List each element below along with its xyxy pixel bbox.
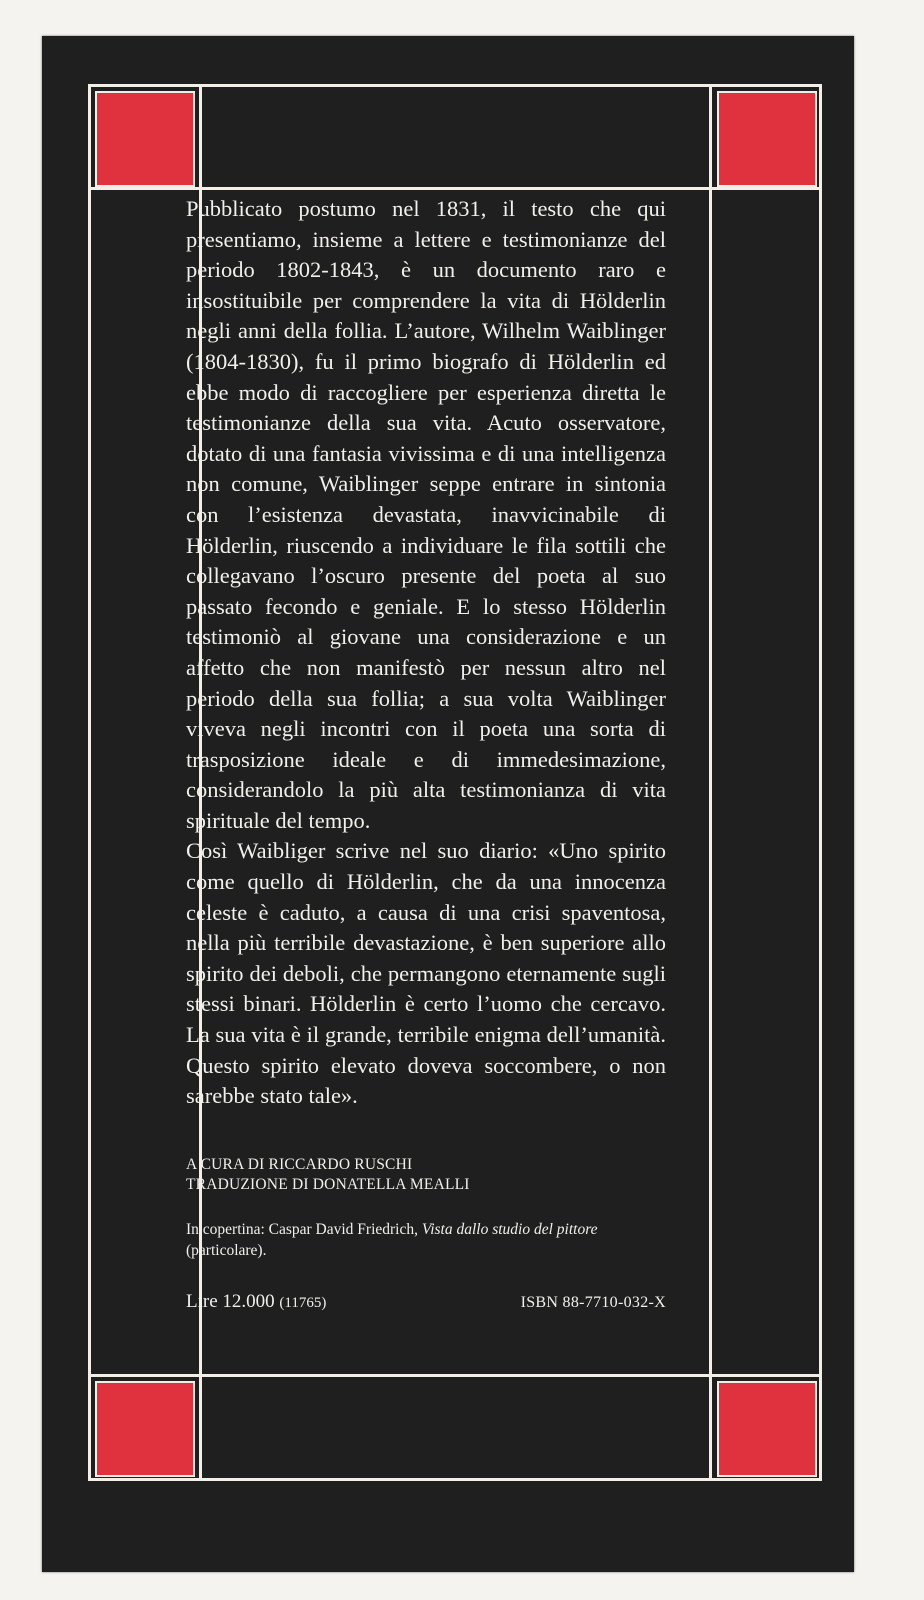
price-value: Lire 12.000	[186, 1290, 275, 1312]
corner-square-top-right	[717, 91, 817, 187]
cover-note-prefix: In copertina: Caspar David Friedrich,	[186, 1220, 422, 1238]
frame-rule-right-outer	[819, 84, 822, 1481]
corner-square-bottom-left	[95, 1381, 195, 1477]
price-code: (11765)	[279, 1294, 327, 1311]
cover-note-title: Vista dallo studio del pittore	[421, 1220, 598, 1238]
cover-note-suffix: (particolare).	[186, 1241, 267, 1259]
credits	[186, 1155, 666, 1195]
price-row	[186, 1291, 666, 1313]
cover-illustration-note	[186, 1219, 666, 1261]
corner-square-top-left	[95, 91, 195, 187]
editor-credit: A CURA DI RICCARDO RUSCHI	[186, 1155, 413, 1173]
translator-credit: TRADUZIONE DI DONATELLA MEALLI	[186, 1175, 470, 1193]
isbn: ISBN 88-7710-032-X	[520, 1293, 666, 1311]
frame-rule-left-outer	[88, 84, 91, 1481]
frame-rule-right-inner	[709, 84, 712, 1481]
price	[186, 1291, 326, 1313]
blurb-paragraph-2: Così Waibliger scrive nel suo diario: «Uno spirito come quello di Hölderlin, che da una innocenza celeste è caduto, a causa di una crisi spaventosa, nella più terribile devastazione, è ben superiore allo spirito dei deboli, che permangono eternamente sugli stessi binari. Hölderlin è certo l’uomo che cercavo. La sua vita è il grande, terribile enigma dell’umanità. Questo spirito elevato doveva soccombere, o non sarebbe stato tale».	[186, 838, 666, 1109]
blurb-block	[186, 194, 666, 1313]
corner-square-bottom-right	[717, 1381, 817, 1477]
blurb-paragraph-1: Pubblicato postumo nel 1831, il testo che qui presentiamo, insieme a lettere e testimonianze del periodo 1802-1843, è un documento raro e insostituibile per comprendere la vita di Hölderlin negli anni della follia. L’autore, Wilhelm Waiblinger (1804-1830), fu il primo biografo di Hölderlin ed ebbe modo di raccogliere per esperienza diretta le testimonianze della sua vita. Acuto osservatore, dotato di una fantasia vivissima e di una intelligenza non comune, Waiblinger seppe entrare in sintonia con l’esistenza devastata, inavvicinabile di Hölderlin, riuscendo a individuare le fila sottili che collegavano l’oscuro presente del poeta al suo passato fecondo e geniale. E lo stesso Hölderlin testimoniò al giovane una considerazione e un affetto che non manifestò per nessun altro nel periodo della sua follia; a sua volta Waiblinger viveva negli incontri con il poeta una sorta di trasposizione ideale e di immedesimazione, considerandolo la più alta testimonianza di vita spirituale del tempo.	[186, 196, 666, 833]
